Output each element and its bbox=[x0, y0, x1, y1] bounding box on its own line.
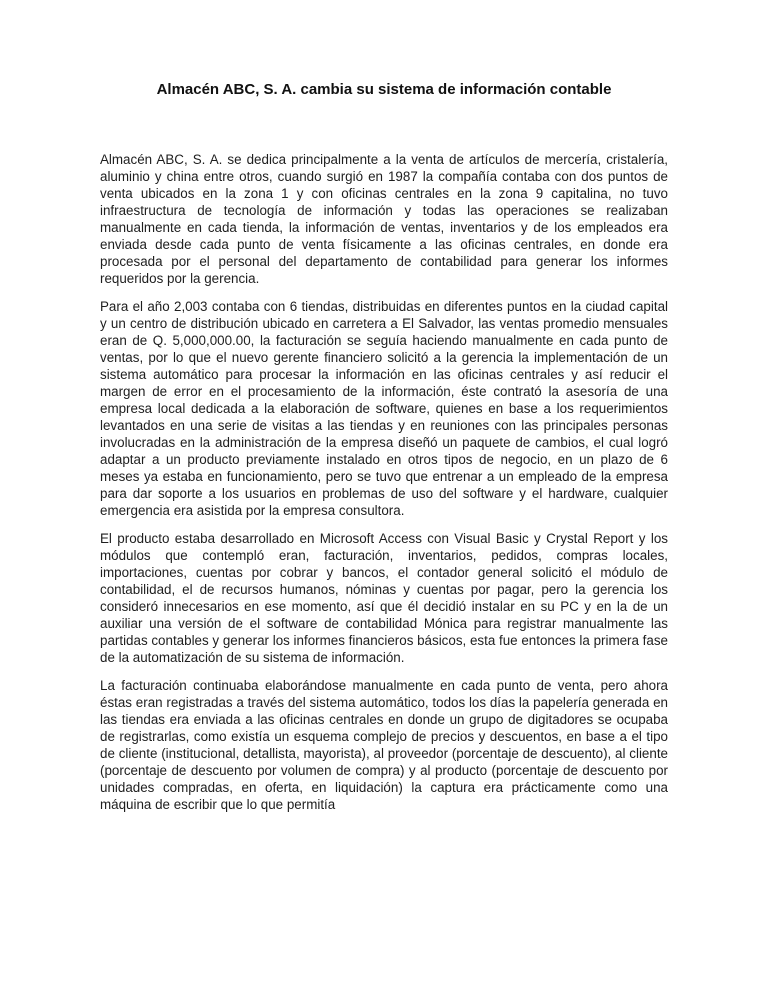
paragraph-4: La facturación continuaba elaborándose manualmente en cada punto de venta, pero ahora éstas eran registradas a través del sistema automático, todos los días la papelería generada en las tiendas era enviada a las oficinas centrales en donde un grupo de digitadores se ocupaba de registrarlas, como existía un esquema complejo de precios y descuentos, en base a el tipo de cliente (institucional, detallista, mayorista), al proveedor (porcentaje de descuento), al cliente (porcentaje de descuento por volumen de compra) y al producto (porcentaje de descuento por unidades compradas, en oferta, en liquidación) la captura era prácticamente como una máquina de escribir que lo que permitía bbox=[100, 678, 668, 812]
paragraph-2: Para el año 2,003 contaba con 6 tiendas, distribuidas en diferentes puntos en la ciudad capital y un centro de distribución ubicado en carretera a El Salvador, las ventas promedio mensuales eran de Q. 5,000,000.00, la facturación se seguía haciendo manualmente en cada punto de ventas, por lo que el nuevo gerente financiero solicitó a la gerencia la implementación de un sistema automático para procesar la información en las oficinas centrales y así reducir el margen de error en el procesamiento de la información, éste contrató la asesoría de una empresa local dedicada a la elaboración de software, quienes en base a los requerimientos levantados en una serie de visitas a las tiendas y en reuniones con las principales personas involucradas en la administración de la empresa diseñó un paquete de cambios, el cual logró adaptar a un producto previamente instalado en otros tipos de negocio, en un plazo de 6 meses ya estaba en funcionamiento, pero se tuvo que entrenar a un empleado de la empresa para dar soporte a los usuarios en problemas de uso del software y el hardware, cualquier emergencia era asistida por la empresa consultora. bbox=[100, 299, 668, 518]
paragraph-1: Almacén ABC, S. A. se dedica principalmente a la venta de artículos de mercería, cristalería, aluminio y china entre otros, cuando surgió en 1987 la compañía contaba con dos puntos de venta ubicados en la zona 1 y con oficinas centrales en la zona 9 capitalina, no tuvo infraestructura de tecnología de información y todas las operaciones se realizaban manualmente en cada tienda, la información de ventas, inventarios y de los empleados era enviada desde cada punto de venta físicamente a las oficinas centrales, en donde era procesada por el personal del departamento de contabilidad para generar los informes requeridos por la gerencia. bbox=[100, 152, 668, 286]
document-title: Almacén ABC, S. A. cambia su sistema de información contable bbox=[156, 81, 612, 98]
paragraph-3: El producto estaba desarrollado en Microsoft Access con Visual Basic y Crystal Report y los módulos que contempló eran, facturación, inventarios, pedidos, compras locales, importaciones, cuentas por cobrar y bancos, el contador general solicitó el módulo de contabilidad, el de recursos humanos, nóminas y cuentas por pagar, pero la gerencia los consideró innecesarios en ese momento, así que él decidió instalar en su PC y en la de un auxiliar una versión de el software de contabilidad Mónica para registrar manualmente las partidas contables y generar los informes financieros básicos, esta fue entonces la primera fase de la automatización de su sistema de información. bbox=[100, 531, 668, 665]
